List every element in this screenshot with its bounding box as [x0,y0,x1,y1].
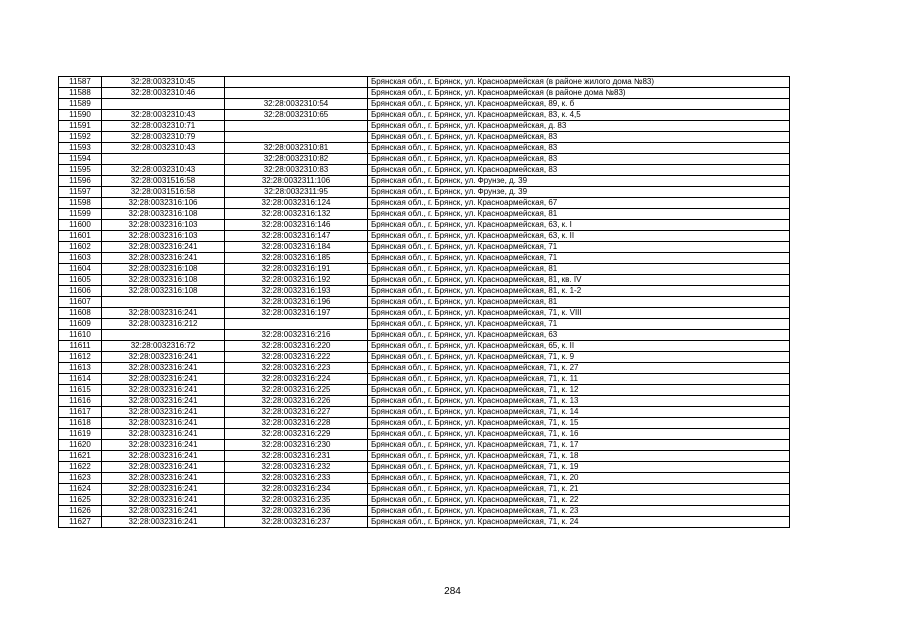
table-row [59,517,790,528]
address-cell: Брянская обл., г. Брянск, ул. Фрунзе, д. 39 [368,187,790,198]
address-cell: Брянская обл., г. Брянск, ул. Красноармейская, 83, к. 4,5 [368,110,790,121]
address-cell: Брянская обл., г. Брянск, ул. Красноармейская, д. 83 [368,121,790,132]
address-cell: Брянская обл., г. Брянск, ул. Красноармейская, 81 [368,297,790,308]
cadastral-number-parcel-cell: 32:28:0032316:212 [102,319,225,330]
cadastral-number-parcel-cell: 32:28:0032316:241 [102,506,225,517]
address-cell: Брянская обл., г. Брянск, ул. Красноармейская, 71, к. 11 [368,374,790,385]
row-number-cell: 11617 [59,407,102,418]
row-number-cell: 11626 [59,506,102,517]
table-row [59,286,790,297]
cadastral-number-parcel-cell: 32:28:0032310:45 [102,77,225,88]
cadastral-number-parcel-cell: 32:28:0032316:241 [102,473,225,484]
cadastral-number-parcel-cell [102,330,225,341]
cadastral-number-parcel-cell: 32:28:0032310:71 [102,121,225,132]
table-row [59,495,790,506]
cadastral-number-parcel-cell [102,297,225,308]
cadastral-number-object-cell [225,88,368,99]
address-cell: Брянская обл., г. Брянск, ул. Красноармейская, 81, кв. IV [368,275,790,286]
table-row [59,319,790,330]
address-cell: Брянская обл., г. Брянск, ул. Красноармейская, 71 [368,319,790,330]
cadastral-number-object-cell: 32:28:0032311:106 [225,176,368,187]
table-row [59,121,790,132]
cadastral-number-parcel-cell: 32:28:0032310:79 [102,132,225,143]
cadastral-number-object-cell: 32:28:0032316:193 [225,286,368,297]
table-row [59,385,790,396]
cadastral-number-parcel-cell: 32:28:0032316:241 [102,517,225,528]
row-number-cell: 11596 [59,176,102,187]
cadastral-number-object-cell: 32:28:0032316:236 [225,506,368,517]
table-row [59,473,790,484]
row-number-cell: 11602 [59,242,102,253]
address-cell: Брянская обл., г. Брянск, ул. Красноармейская, 71 [368,242,790,253]
row-number-cell: 11594 [59,154,102,165]
address-cell: Брянская обл., г. Брянск, ул. Красноармейская, 71, к. 15 [368,418,790,429]
table-row [59,275,790,286]
row-number-cell: 11597 [59,187,102,198]
cadastral-number-parcel-cell: 32:28:0032316:108 [102,209,225,220]
cadastral-number-object-cell: 32:28:0032316:235 [225,495,368,506]
table-row [59,209,790,220]
table-row [59,407,790,418]
cadastral-number-object-cell: 32:28:0032316:223 [225,363,368,374]
table-row [59,242,790,253]
table-row [59,440,790,451]
cadastral-number-object-cell [225,121,368,132]
row-number-cell: 11593 [59,143,102,154]
table-row [59,506,790,517]
row-number-cell: 11621 [59,451,102,462]
cadastral-number-object-cell [225,77,368,88]
table-row [59,396,790,407]
table-row [59,363,790,374]
cadastral-number-parcel-cell: 32:28:0032316:241 [102,374,225,385]
table-row [59,341,790,352]
cadastral-number-parcel-cell: 32:28:0032316:241 [102,385,225,396]
cadastral-number-object-cell: 32:28:0032310:65 [225,110,368,121]
cadastral-number-object-cell: 32:28:0032310:54 [225,99,368,110]
cadastral-number-parcel-cell: 32:28:0032310:46 [102,88,225,99]
address-cell: Брянская обл., г. Брянск, ул. Красноармейская, 83 [368,154,790,165]
address-cell: Брянская обл., г. Брянск, ул. Красноармейская, 71, к. 12 [368,385,790,396]
address-cell: Брянская обл., г. Брянск, ул. Красноармейская, 71, к. 20 [368,473,790,484]
table-row [59,352,790,363]
address-cell: Брянская обл., г. Брянск, ул. Красноармейская, 71, к. 9 [368,352,790,363]
cadastral-number-parcel-cell: 32:28:0031516:58 [102,176,225,187]
cadastral-number-parcel-cell: 32:28:0032310:43 [102,143,225,154]
row-number-cell: 11616 [59,396,102,407]
cadastral-number-parcel-cell: 32:28:0032316:103 [102,231,225,242]
cadastral-number-object-cell: 32:28:0032316:222 [225,352,368,363]
row-number-cell: 11625 [59,495,102,506]
row-number-cell: 11595 [59,165,102,176]
cadastral-number-parcel-cell: 32:28:0032316:241 [102,418,225,429]
row-number-cell: 11590 [59,110,102,121]
row-number-cell: 11599 [59,209,102,220]
cadastral-number-parcel-cell: 32:28:0032316:108 [102,286,225,297]
table-row [59,462,790,473]
table-row [59,220,790,231]
address-cell: Брянская обл., г. Брянск, ул. Красноармейская, 71, к. 19 [368,462,790,473]
row-number-cell: 11610 [59,330,102,341]
row-number-cell: 11592 [59,132,102,143]
address-cell: Брянская обл., г. Брянск, ул. Фрунзе, д. 39 [368,176,790,187]
cadastral-number-parcel-cell [102,154,225,165]
table-row [59,330,790,341]
cadastral-number-object-cell: 32:28:0032316:185 [225,253,368,264]
cadastral-number-object-cell: 32:28:0032316:229 [225,429,368,440]
row-number-cell: 11620 [59,440,102,451]
row-number-cell: 11604 [59,264,102,275]
cadastral-number-object-cell: 32:28:0032316:233 [225,473,368,484]
cadastral-number-parcel-cell: 32:28:0032316:103 [102,220,225,231]
row-number-cell: 11622 [59,462,102,473]
table-row [59,297,790,308]
table-row [59,484,790,495]
cadastral-number-parcel-cell: 32:28:0032316:72 [102,341,225,352]
cadastral-number-parcel-cell: 32:28:0032316:241 [102,429,225,440]
table-row [59,132,790,143]
table-row [59,88,790,99]
table-row [59,264,790,275]
address-cell: Брянская обл., г. Брянск, ул. Красноармейская, 63, к. I [368,220,790,231]
cadastral-number-object-cell: 32:28:0032316:147 [225,231,368,242]
cadastral-number-parcel-cell: 32:28:0032316:241 [102,242,225,253]
row-number-cell: 11591 [59,121,102,132]
cadastral-number-object-cell: 32:28:0032316:132 [225,209,368,220]
table-row [59,231,790,242]
row-number-cell: 11611 [59,341,102,352]
row-number-cell: 11606 [59,286,102,297]
cadastral-number-parcel-cell: 32:28:0032316:241 [102,407,225,418]
address-cell: Брянская обл., г. Брянск, ул. Красноармейская, 63, к. II [368,231,790,242]
cadastral-number-parcel-cell: 32:28:0032316:241 [102,451,225,462]
cadastral-number-parcel-cell: 32:28:0032316:241 [102,462,225,473]
cadastral-number-object-cell: 32:28:0032310:83 [225,165,368,176]
row-number-cell: 11624 [59,484,102,495]
address-cell: Брянская обл., г. Брянск, ул. Красноармейская (в районе дома №83) [368,88,790,99]
cadastral-number-object-cell [225,132,368,143]
cadastral-number-object-cell: 32:28:0032316:220 [225,341,368,352]
address-cell: Брянская обл., г. Брянск, ул. Красноармейская, 83 [368,132,790,143]
table-row [59,418,790,429]
row-number-cell: 11605 [59,275,102,286]
table-row [59,143,790,154]
row-number-cell: 11587 [59,77,102,88]
row-number-cell: 11609 [59,319,102,330]
cadastral-number-object-cell: 32:28:0032316:224 [225,374,368,385]
cadastral-number-parcel-cell: 32:28:0032316:241 [102,363,225,374]
cadastral-number-object-cell: 32:28:0032316:124 [225,198,368,209]
address-cell: Брянская обл., г. Брянск, ул. Красноармейская, 71, к. 16 [368,429,790,440]
table-row [59,77,790,88]
cadastral-number-parcel-cell: 32:28:0032310:43 [102,165,225,176]
cadastral-number-parcel-cell: 32:28:0032316:241 [102,253,225,264]
cadastral-number-parcel-cell: 32:28:0032316:108 [102,275,225,286]
cadastral-number-parcel-cell [102,99,225,110]
cadastral-number-parcel-cell: 32:28:0032316:241 [102,495,225,506]
table-row [59,187,790,198]
table-row [59,429,790,440]
cadastral-number-object-cell: 32:28:0032316:231 [225,451,368,462]
address-cell: Брянская обл., г. Брянск, ул. Красноармейская, 71, к. 21 [368,484,790,495]
table-row [59,154,790,165]
row-number-cell: 11614 [59,374,102,385]
address-cell: Брянская обл., г. Брянск, ул. Красноармейская, 89, к. б [368,99,790,110]
address-cell: Брянская обл., г. Брянск, ул. Красноармейская, 71, к. 17 [368,440,790,451]
row-number-cell: 11627 [59,517,102,528]
cadastral-number-object-cell [225,319,368,330]
table-row [59,308,790,319]
cadastral-number-object-cell: 32:28:0032316:227 [225,407,368,418]
row-number-cell: 11588 [59,88,102,99]
row-number-cell: 11608 [59,308,102,319]
cadastral-number-object-cell: 32:28:0032316:196 [225,297,368,308]
address-cell: Брянская обл., г. Брянск, ул. Красноармейская, 83 [368,143,790,154]
row-number-cell: 11607 [59,297,102,308]
address-cell: Брянская обл., г. Брянск, ул. Красноармейская, 71, к. 18 [368,451,790,462]
address-cell: Брянская обл., г. Брянск, ул. Красноармейская, 71, к. 23 [368,506,790,517]
row-number-cell: 11598 [59,198,102,209]
cadastral-number-object-cell: 32:28:0032316:225 [225,385,368,396]
row-number-cell: 11601 [59,231,102,242]
address-cell: Брянская обл., г. Брянск, ул. Красноармейская, 71, к. VIII [368,308,790,319]
row-number-cell: 11612 [59,352,102,363]
table-row [59,451,790,462]
cadastral-number-object-cell: 32:28:0032316:234 [225,484,368,495]
cadastral-number-object-cell: 32:28:0032316:197 [225,308,368,319]
row-number-cell: 11600 [59,220,102,231]
cadastral-number-parcel-cell: 32:28:0032310:43 [102,110,225,121]
cadastral-number-parcel-cell: 32:28:0032316:241 [102,308,225,319]
cadastral-number-parcel-cell: 32:28:0032316:241 [102,440,225,451]
address-cell: Брянская обл., г. Брянск, ул. Красноармейская, 71, к. 13 [368,396,790,407]
address-cell: Брянская обл., г. Брянск, ул. Красноармейская, 81 [368,209,790,220]
cadastral-number-object-cell: 32:28:0032310:81 [225,143,368,154]
registry-table-body [59,77,790,528]
table-row [59,99,790,110]
cadastral-number-parcel-cell: 32:28:0032316:241 [102,352,225,363]
row-number-cell: 11615 [59,385,102,396]
cadastral-number-object-cell: 32:28:0032316:230 [225,440,368,451]
cadastral-number-object-cell: 32:28:0032316:232 [225,462,368,473]
address-cell: Брянская обл., г. Брянск, ул. Красноармейская, 71, к. 14 [368,407,790,418]
table-row [59,110,790,121]
row-number-cell: 11619 [59,429,102,440]
table-row [59,374,790,385]
table-row [59,165,790,176]
table-row [59,198,790,209]
cadastral-number-parcel-cell: 32:28:0031516:58 [102,187,225,198]
cadastral-number-parcel-cell: 32:28:0032316:108 [102,264,225,275]
cadastral-number-object-cell: 32:28:0032310:82 [225,154,368,165]
registry-table [58,76,790,528]
page-number: 284 [444,586,461,597]
row-number-cell: 11589 [59,99,102,110]
cadastral-number-object-cell: 32:28:0032316:216 [225,330,368,341]
address-cell: Брянская обл., г. Брянск, ул. Красноармейская, 83 [368,165,790,176]
address-cell: Брянская обл., г. Брянск, ул. Красноармейская, 81 [368,264,790,275]
table-row [59,253,790,264]
address-cell: Брянская обл., г. Брянск, ул. Красноармейская, 71, к. 22 [368,495,790,506]
cadastral-number-object-cell: 32:28:0032316:226 [225,396,368,407]
row-number-cell: 11618 [59,418,102,429]
cadastral-number-object-cell: 32:28:0032316:191 [225,264,368,275]
cadastral-number-parcel-cell: 32:28:0032316:106 [102,198,225,209]
cadastral-number-parcel-cell: 32:28:0032316:241 [102,396,225,407]
address-cell: Брянская обл., г. Брянск, ул. Красноармейская, 71, к. 27 [368,363,790,374]
row-number-cell: 11603 [59,253,102,264]
cadastral-number-object-cell: 32:28:0032311:95 [225,187,368,198]
cadastral-number-object-cell: 32:28:0032316:237 [225,517,368,528]
address-cell: Брянская обл., г. Брянск, ул. Красноармейская (в районе жилого дома №83) [368,77,790,88]
address-cell: Брянская обл., г. Брянск, ул. Красноармейская, 63 [368,330,790,341]
address-cell: Брянская обл., г. Брянск, ул. Красноармейская, 71, к. 24 [368,517,790,528]
cadastral-number-object-cell: 32:28:0032316:192 [225,275,368,286]
address-cell: Брянская обл., г. Брянск, ул. Красноармейская, 71 [368,253,790,264]
row-number-cell: 11613 [59,363,102,374]
address-cell: Брянская обл., г. Брянск, ул. Красноармейская, 67 [368,198,790,209]
cadastral-number-parcel-cell: 32:28:0032316:241 [102,484,225,495]
cadastral-number-object-cell: 32:28:0032316:228 [225,418,368,429]
row-number-cell: 11623 [59,473,102,484]
cadastral-number-object-cell: 32:28:0032316:146 [225,220,368,231]
address-cell: Брянская обл., г. Брянск, ул. Красноармейская, 81, к. 1-2 [368,286,790,297]
address-cell: Брянская обл., г. Брянск, ул. Красноармейская, 65, к. II [368,341,790,352]
table-row [59,176,790,187]
cadastral-number-object-cell: 32:28:0032316:184 [225,242,368,253]
